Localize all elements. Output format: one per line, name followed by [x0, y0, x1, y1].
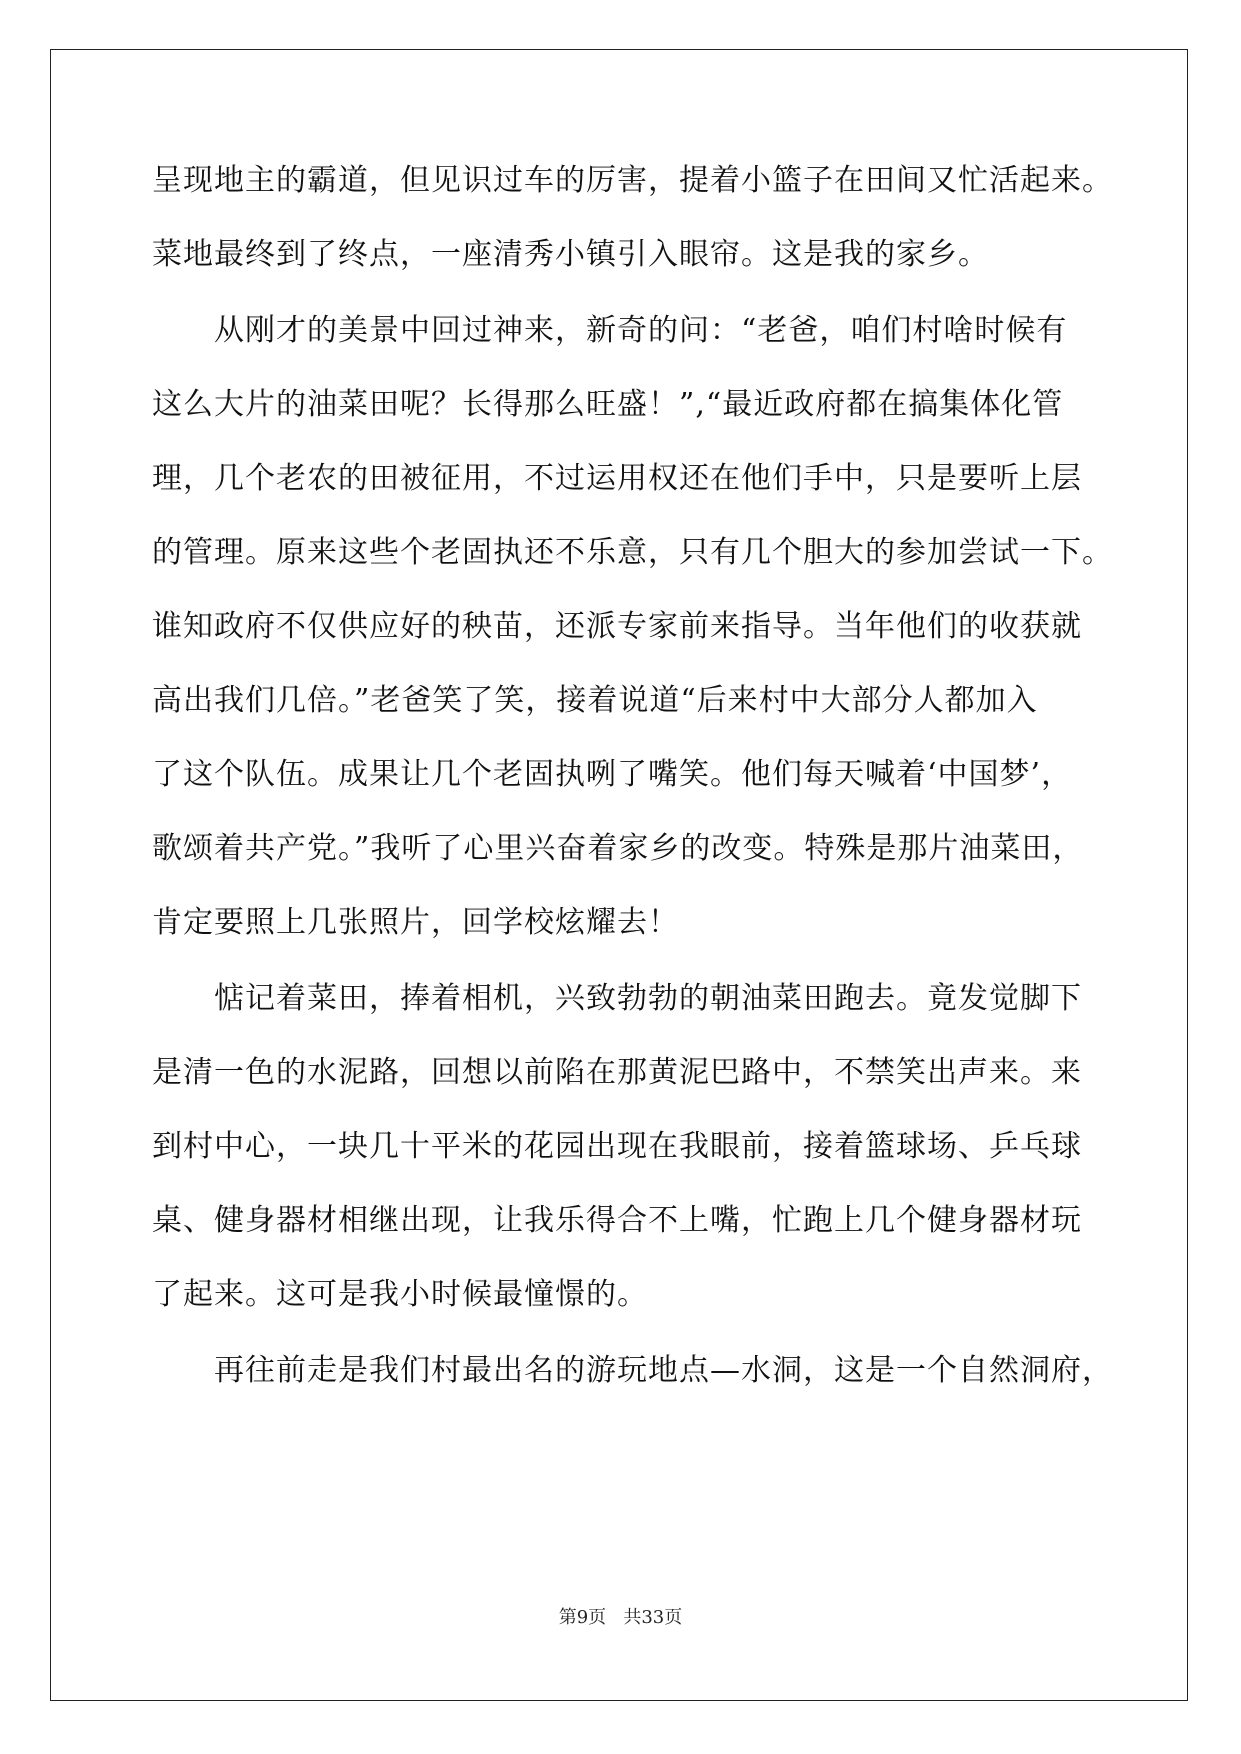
text-line: 了起来。这可是我小时候最憧憬的。 [152, 1277, 648, 1312]
paragraph-start-line: 再往前走是我们村最出名的游玩地点—水洞，这是一个自然洞府， [214, 1353, 1113, 1388]
text-line: 这么大片的油菜田呢？长得那么旺盛！”,“最近政府都在搞集体化管 [152, 387, 1064, 422]
page-border [50, 49, 1188, 1701]
text-line: 呈现地主的霸道，但见识过车的厉害，提着小篮子在田间又忙活起来。 [152, 163, 1113, 198]
text-line: 歌颂着共产党。”我听了心里兴奋着家乡的改变。特殊是那片油菜田， [152, 831, 1084, 866]
text-line: 是清一色的水泥路，回想以前陷在那黄泥巴路中，不禁笑出声来。来 [152, 1055, 1082, 1090]
paragraph-start-line: 惦记着菜田，捧着相机，兴致勃勃的朝油菜田跑去。竟发觉脚下 [214, 981, 1082, 1016]
text-line: 桌、健身器材相继出现，让我乐得合不上嘴，忙跑上几个健身器材玩 [152, 1203, 1082, 1238]
page-total: 共33页 [623, 1607, 683, 1628]
text-line: 的管理。原来这些个老固执还不乐意，只有几个胆大的参加尝试一下。 [152, 535, 1113, 570]
text-line: 理，几个老农的田被征用，不过运用权还在他们手中，只是要听上层 [152, 461, 1082, 496]
text-line: 菜地最终到了终点，一座清秀小镇引入眼帘。这是我的家乡。 [152, 237, 989, 272]
text-line: 谁知政府不仅供应好的秧苗，还派专家前来指导。当年他们的收获就 [152, 609, 1082, 644]
page-number: 第9页 [558, 1607, 607, 1628]
text-line: 高出我们几倍。”老爸笑了笑，接着说道“后来村中大部分人都加入 [152, 683, 1038, 718]
text-line: 到村中心，一块几十平米的花园出现在我眼前，接着篮球场、乒乓球 [152, 1129, 1082, 1164]
paragraph-start-line: 从刚才的美景中回过神来，新奇的问：“老爸，咱们村啥时候有 [214, 313, 1068, 348]
page-footer [0, 1606, 1241, 1630]
text-line: 了这个队伍。成果让几个老固执咧了嘴笑。他们每天喊着‘中国梦’， [152, 757, 1073, 792]
text-line: 肯定要照上几张照片，回学校炫耀去！ [152, 905, 679, 940]
